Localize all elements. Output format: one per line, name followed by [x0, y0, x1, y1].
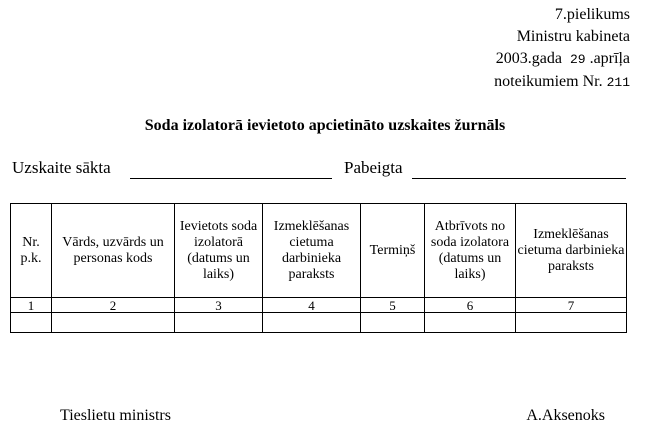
- column-number-row: [11, 298, 627, 313]
- annex-number: 7.pielikums: [554, 6, 630, 23]
- blank-cell: [11, 313, 52, 333]
- record-period-line: [12, 158, 632, 184]
- header-placed: Ievietots soda izolatorā (datums un laiks): [175, 204, 263, 298]
- annex-reference: [494, 4, 630, 94]
- blank-cell: [175, 313, 263, 333]
- column-number: 4: [263, 298, 361, 313]
- header-term: Termiņš: [361, 204, 425, 298]
- minister-title: Tieslietu ministrs: [60, 407, 171, 424]
- annex-date: [494, 48, 630, 71]
- start-date-blank: [130, 178, 332, 179]
- header-signature-1: Izmeklēšanas cietuma darbinieka paraksts: [263, 204, 361, 298]
- column-number: 1: [11, 298, 52, 313]
- end-label: Pabeigta: [344, 158, 403, 177]
- annex-regulation: [494, 71, 630, 94]
- annex-date-prefix: 2003.gada: [495, 50, 562, 67]
- annex-reg-prefix: noteikumiem Nr.: [494, 73, 603, 90]
- minister-name: A.Aksenoks: [526, 407, 605, 424]
- header-signature-2: Izmeklēšanas cietuma darbinieka paraksts: [516, 204, 627, 298]
- column-number: 2: [52, 298, 175, 313]
- header-name: Vārds, uzvārds un personas kods: [52, 204, 175, 298]
- start-label: Uzskaite sākta: [12, 158, 111, 177]
- column-number: 6: [425, 298, 516, 313]
- journal-table: [10, 203, 627, 333]
- blank-cell: [361, 313, 425, 333]
- blank-entry-row: [11, 313, 627, 333]
- annex-date-suffix: .aprīļa: [589, 50, 630, 67]
- annex-date-day: 29: [569, 52, 586, 67]
- header-released: Atbrīvots no soda izolatora (datums un laiks): [425, 204, 516, 298]
- header-nr: Nr. p.k.: [11, 204, 52, 298]
- blank-cell: [516, 313, 627, 333]
- document-title: Soda izolatorā ievietoto apcietināto uzskaites žurnāls: [144, 117, 506, 134]
- annex-reg-number: 211: [606, 75, 630, 90]
- column-number: 3: [175, 298, 263, 313]
- blank-cell: [263, 313, 361, 333]
- end-date-blank: [412, 178, 626, 179]
- column-number: 7: [516, 298, 627, 313]
- annex-issuer: Ministru kabineta: [516, 28, 630, 45]
- blank-cell: [425, 313, 516, 333]
- column-number: 5: [361, 298, 425, 313]
- header-row: [11, 204, 627, 298]
- blank-cell: [52, 313, 175, 333]
